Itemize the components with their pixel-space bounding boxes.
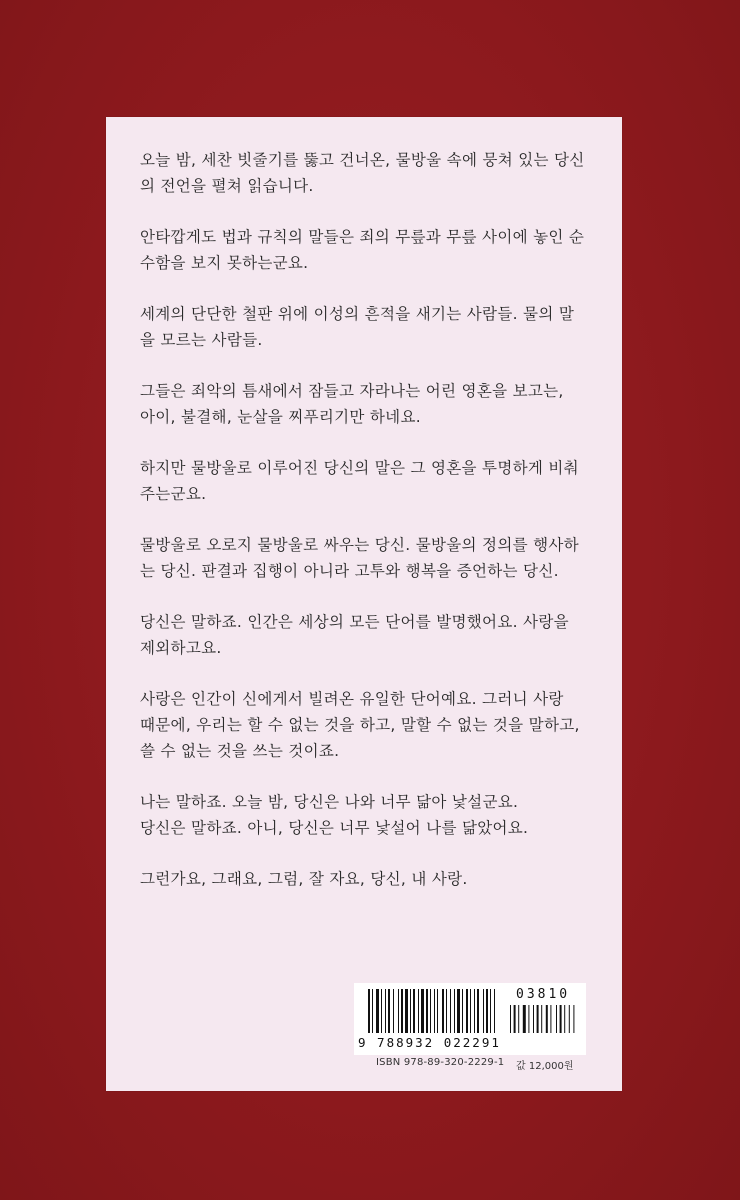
paragraph-8: 사랑은 인간이 신에게서 빌려온 유일한 단어예요. 그러니 사랑 때문에, 우리는 할 수 없는 것을 하고, 말할 수 없는 것을 말하고, 쓸 수 없는 것을 쓰는 것이죠. — [140, 690, 580, 760]
paragraph-9: 나는 말하죠. 오늘 밤, 당신은 나와 너무 닮아 낯설군요. 당신은 말하죠. 아니, 당신은 너무 낯설어 나를 닮았어요. — [140, 793, 529, 837]
paragraph-10: 그런가요, 그래요, 그럼, 잘 자요, 당신, 내 사랑. — [140, 870, 468, 888]
ean-number: 9 788932 022291 — [358, 1035, 501, 1050]
isbn-text: ISBN 978-89-320-2229-1 — [376, 1057, 505, 1068]
paragraph-1: 오늘 밤, 세찬 빗줄기를 뚫고 건너온, 물방울 속에 뭉쳐 있는 당신 의 전언을 펼쳐 읽습니다. — [140, 151, 585, 195]
paragraph-5: 하지만 물방울로 이루어진 당신의 말은 그 영혼을 투명하게 비춰 주는군요. — [140, 459, 579, 503]
price-text: 값 12,000원 — [516, 1061, 574, 1072]
paragraph-3: 세계의 단단한 철판 위에 이성의 흔적을 새기는 사람들. 물의 말 을 모르는 사람들. — [140, 305, 575, 349]
text-panel — [106, 117, 622, 1091]
paragraph-7: 당신은 말하죠. 인간은 세상의 모든 단어를 발명했어요. 사랑을 제외하고요. — [140, 613, 569, 657]
paragraph-4: 그들은 죄악의 틈새에서 잠들고 자라나는 어린 영혼을 보고는, 아이, 불결해, 눈살을 찌푸리기만 하네요. — [140, 382, 564, 426]
addon-number: 03810 — [516, 987, 571, 1002]
paragraph-6: 물방울로 오로지 물방울로 싸우는 당신. 물방울의 정의를 행사하 는 당신. 판결과 집행이 아니라 고투와 행복을 증언하는 당신. — [140, 536, 579, 580]
paragraph-2: 안타깝게도 법과 규칙의 말들은 죄의 무릎과 무릎 사이에 놓인 순 수함을 보지 못하는군요. — [140, 228, 585, 272]
blurb-text — [140, 147, 600, 892]
